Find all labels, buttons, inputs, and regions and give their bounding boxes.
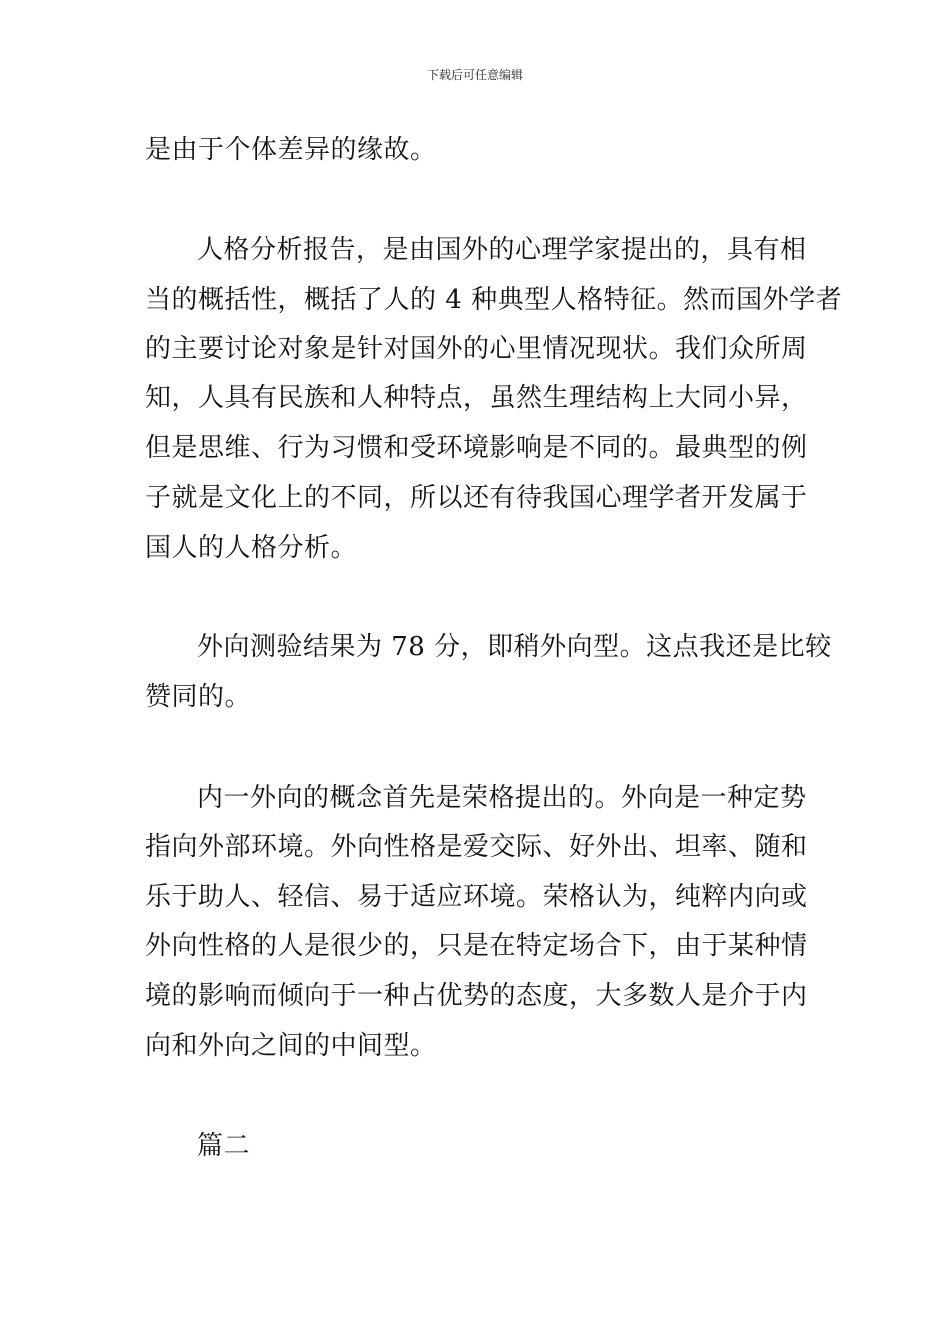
paragraph-line: 外向性格的人是很少的，只是在特定场合下，由于某种情	[145, 931, 808, 961]
download-edit-note: 下载后可任意编辑	[426, 68, 523, 82]
paragraph-line: 乐于助人、轻信、易于适应环境。荣格认为，纯粹内向或	[145, 882, 808, 912]
paragraph-line: 当的概括性，概括了人的 4 种典型人格特征。然而国外学者	[145, 285, 843, 315]
paragraph-line: 知，人具有民族和人种特点，虽然生理结构上大同小异，	[145, 383, 808, 413]
paragraph-line: 向和外向之间的中间型。	[145, 1031, 437, 1061]
paragraph-line: 国人的人格分析。	[145, 533, 358, 563]
paragraph-line: 外向测验结果为 78 分，即稍外向型。这点我还是比较	[197, 632, 832, 662]
paragraph-line: 内一外向的概念首先是荣格提出的。外向是一种定势	[197, 783, 807, 813]
paragraph-line: 但是思维、行为习惯和受环境影响是不同的。最典型的例	[145, 433, 808, 463]
paragraph-line: 的主要讨论对象是针对国外的心里情况现状。我们众所周	[145, 334, 808, 364]
paragraph-line: 子就是文化上的不同，所以还有待我国心理学者开发属于	[145, 483, 808, 513]
paragraph-line: 是由于个体差异的缘故。	[145, 135, 437, 165]
paragraph-line: 境的影响而倾向于一种占优势的态度，大多数人是介于内	[145, 981, 808, 1011]
paragraph-line: 赞同的。	[145, 682, 252, 712]
paragraph-line: 人格分析报告，是由国外的心理学家提出的，具有相	[197, 235, 807, 265]
section-heading: 篇二	[197, 1131, 251, 1161]
paragraph-line: 指向外部环境。外向性格是爱交际、好外出、坦率、随和	[145, 832, 808, 862]
